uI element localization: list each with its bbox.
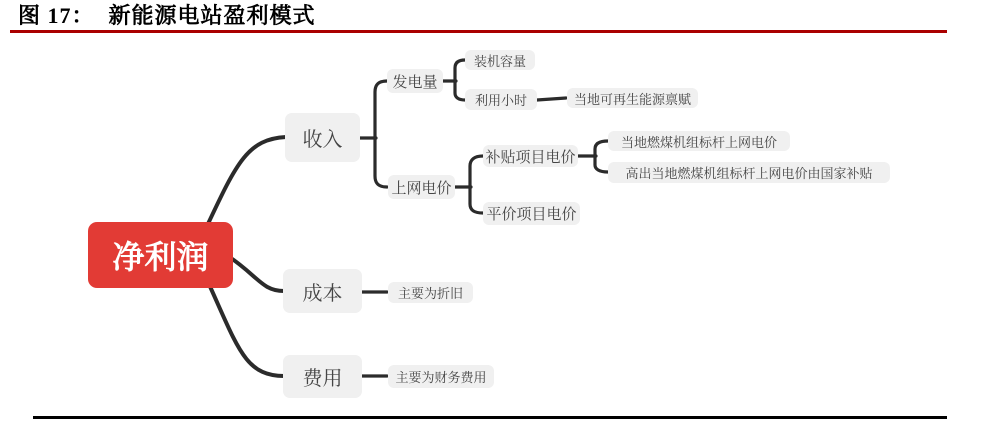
node-coal-benchmark-price: 当地燃煤机组标杆上网电价 [608,131,790,151]
node-cost: 成本 [283,269,362,313]
node-excess-subsidized-by-state: 高出当地燃煤机组标杆上网电价由国家补贴 [608,162,890,183]
node-parity-project-price: 平价项目电价 [483,202,580,225]
node-subsidized-project-price: 补贴项目电价 [483,145,578,167]
node-mainly-depreciation: 主要为折旧 [388,282,473,303]
node-installed-capacity: 装机容量 [465,50,535,70]
node-local-renewable-endowment: 当地可再生能源禀赋 [567,88,698,108]
node-net-profit: 净利润 [88,222,233,288]
node-power-generation: 发电量 [387,69,443,93]
node-revenue: 收入 [285,113,360,162]
node-expense: 费用 [283,355,362,398]
node-grid-price: 上网电价 [388,175,455,199]
figure-number-label: 图 17： [18,3,95,28]
figure-title: 新能源电站盈利模式 [108,3,316,28]
node-mainly-financial-expense: 主要为财务费用 [388,365,494,388]
node-utilization-hours: 利用小时 [465,89,537,110]
footer-rule [33,416,947,419]
